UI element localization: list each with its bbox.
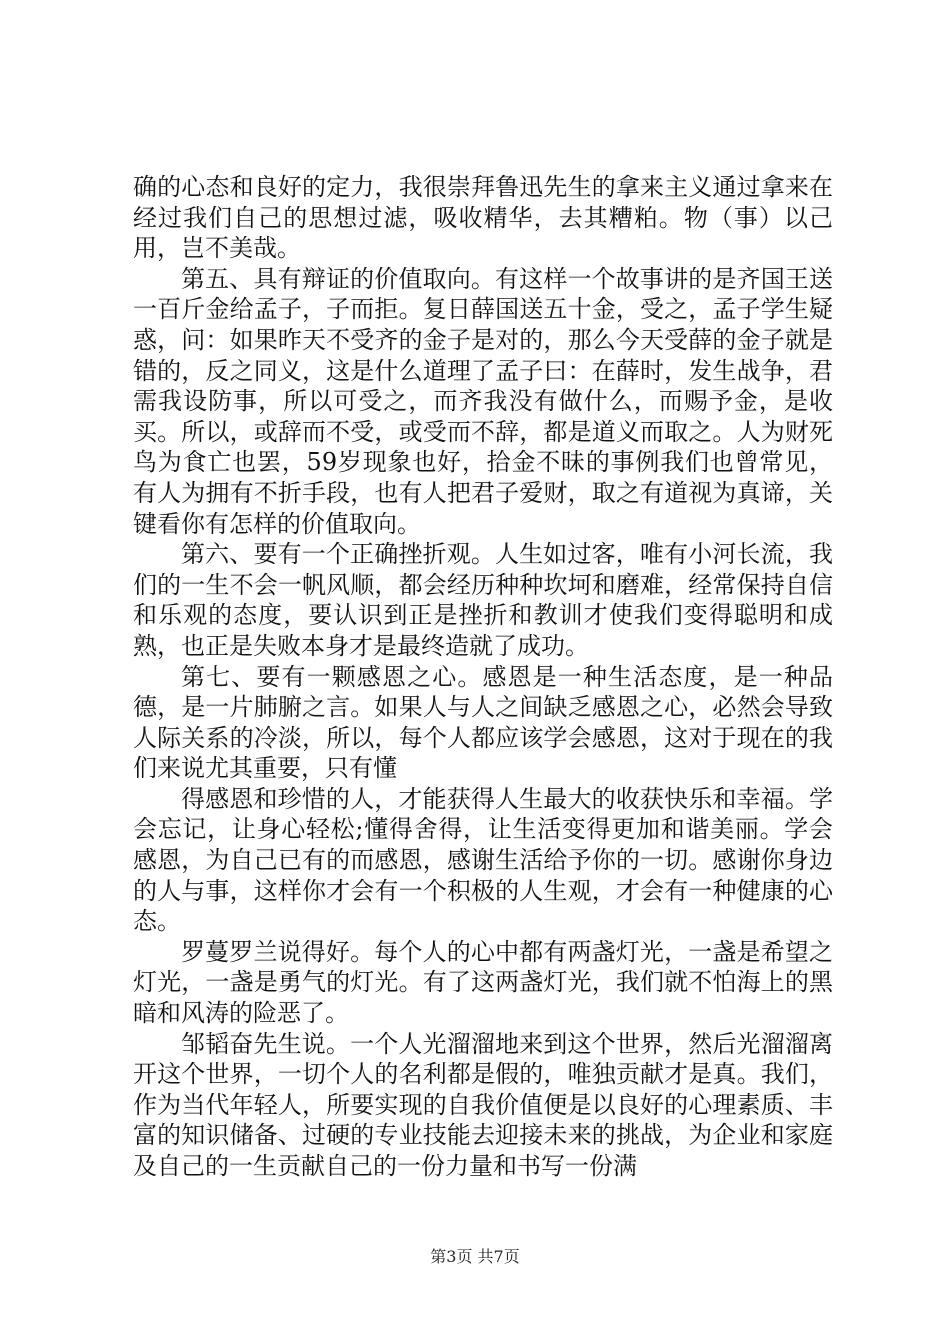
page-number-footer: 第3页 共7页 bbox=[430, 1247, 520, 1266]
document-body bbox=[133, 172, 833, 1182]
paragraph-seventh-point: 第七、要有一颗感恩之心。感恩是一种生活态度，是一种品德，是一片肺腑之言。如果人与人之间缺乏感恩之心，必然会导致人际关系的冷淡，所以，每个人都应该学会感恩，这对于现在的我们来说尤其重要，只有懂 bbox=[133, 662, 833, 783]
paragraph-fifth-point: 第五、具有辩证的价值取向。有这样一个故事讲的是齐国王送一百斤金给孟子，子而拒。复日薛国送五十金，受之，孟子学生疑惑，问：如果昨天不受齐的金子是对的，那么今天受薛的金子就是错的，反之同义，这是什么道理了孟子曰：在薛时，发生战争，君需我设防事，所以可受之，而齐我没有做什么，而赐予金，是收买。所以，或辞而不受，或受而不辞，都是道义而取之。人为财死鸟为食亡也罢，59岁现象也好，拾金不昧的事例我们也曾常见，有人为拥有不折手段，也有人把君子爱财，取之有道视为真谛，关键看你有怎样的价值取向。 bbox=[133, 264, 833, 538]
paragraph-continuation: 确的心态和良好的定力，我很崇拜鲁迅先生的拿来主义通过拿来在经过我们自己的思想过滤，吸收精华，去其糟粕。物（事）以己用，岂不美哉。 bbox=[133, 173, 833, 263]
paragraph-romain-rolland-quote: 罗蔓罗兰说得好。每个人的心中都有两盏灯光，一盏是希望之灯光，一盏是勇气的灯光。有了这两盏灯光，我们就不怕海上的黑暗和风涛的险恶了。 bbox=[133, 937, 833, 1028]
paragraph-zou-taofen-quote: 邹韬奋先生说。一个人光溜溜地来到这个世界，然后光溜溜离开这个世界，一切个人的名利都是假的，唯独贡献才是真。我们，作为当代年轻人，所要实现的自我价值便是以良好的心理素质、丰富的知识储备、过硬的专业技能去迎接未来的挑战，为企业和家庭及自己的一生贡献自己的一份力量和书写一份满 bbox=[133, 1029, 833, 1180]
paragraph-sixth-point: 第六、要有一个正确挫折观。人生如过客，唯有小河长流，我们的一生不会一帆风顺，都会经历种种坎坷和磨难，经常保持自信和乐观的态度，要认识到正是挫折和教训才使我们变得聪明和成熟，也正是失败本身才是最终造就了成功。 bbox=[133, 540, 833, 660]
paragraph-gratitude: 得感恩和珍惜的人，才能获得人生最大的收获快乐和幸福。学会忘记，让身心轻松;懂得舍得，让生活变得更加和谐美丽。学会感恩，为自己已有的而感恩，感谢生活给予你的一切。感谢你身边的人与事，这样你才会有一个积极的人生观，才会有一种健康的心态。 bbox=[133, 784, 833, 936]
